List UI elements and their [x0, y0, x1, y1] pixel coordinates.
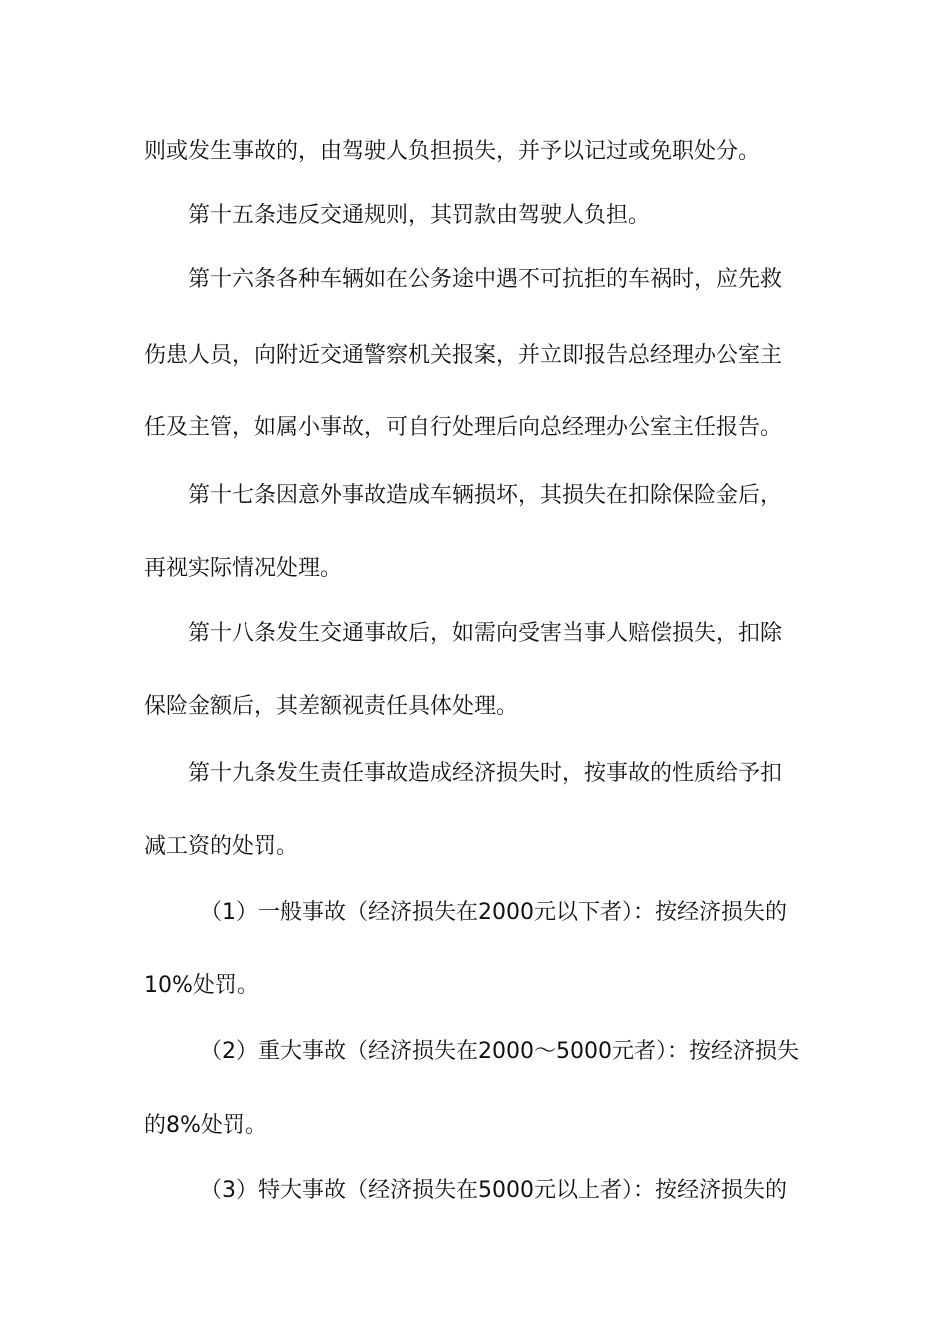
article-18: 第十八条发生交通事故后，如需向受害当事人赔偿损失，扣除 — [188, 621, 783, 646]
text-line: 10%处罚。 — [144, 973, 259, 998]
clause-1: （1）一般事故（经济损失在2000元以下者）：按经济损失的 — [200, 900, 787, 925]
clause-2: （2）重大事故（经济损失在2000～5000元者）：按经济损失 — [200, 1039, 799, 1064]
article-15: 第十五条违反交通规则，其罚款由驾驶人负担。 — [188, 203, 651, 228]
article-19: 第十九条发生责任事故造成经济损失时，按事故的性质给予扣 — [188, 761, 783, 786]
text-line: 伤患人员，向附近交通警察机关报案，并立即报告总经理办公室主 — [144, 343, 783, 368]
text-line: 任及主管，如属小事故，可自行处理后向总经理办公室主任报告。 — [144, 415, 783, 440]
text-line: 保险金额后，其差额视责任具体处理。 — [144, 694, 519, 719]
text-line: 再视实际情况处理。 — [144, 556, 343, 581]
text-line: 减工资的处罚。 — [144, 834, 299, 859]
article-17: 第十七条因意外事故造成车辆损坏，其损失在扣除保险金后， — [188, 483, 783, 508]
article-16: 第十六条各种车辆如在公务途中遇不可抗拒的车祸时，应先救 — [188, 267, 783, 292]
text-line: 的8%处罚。 — [144, 1113, 267, 1138]
text-line: 则或发生事故的，由驾驶人负担损失，并予以记过或免职处分。 — [144, 139, 761, 164]
clause-3: （3）特大事故（经济损失在5000元以上者）：按经济损失的 — [200, 1178, 787, 1203]
